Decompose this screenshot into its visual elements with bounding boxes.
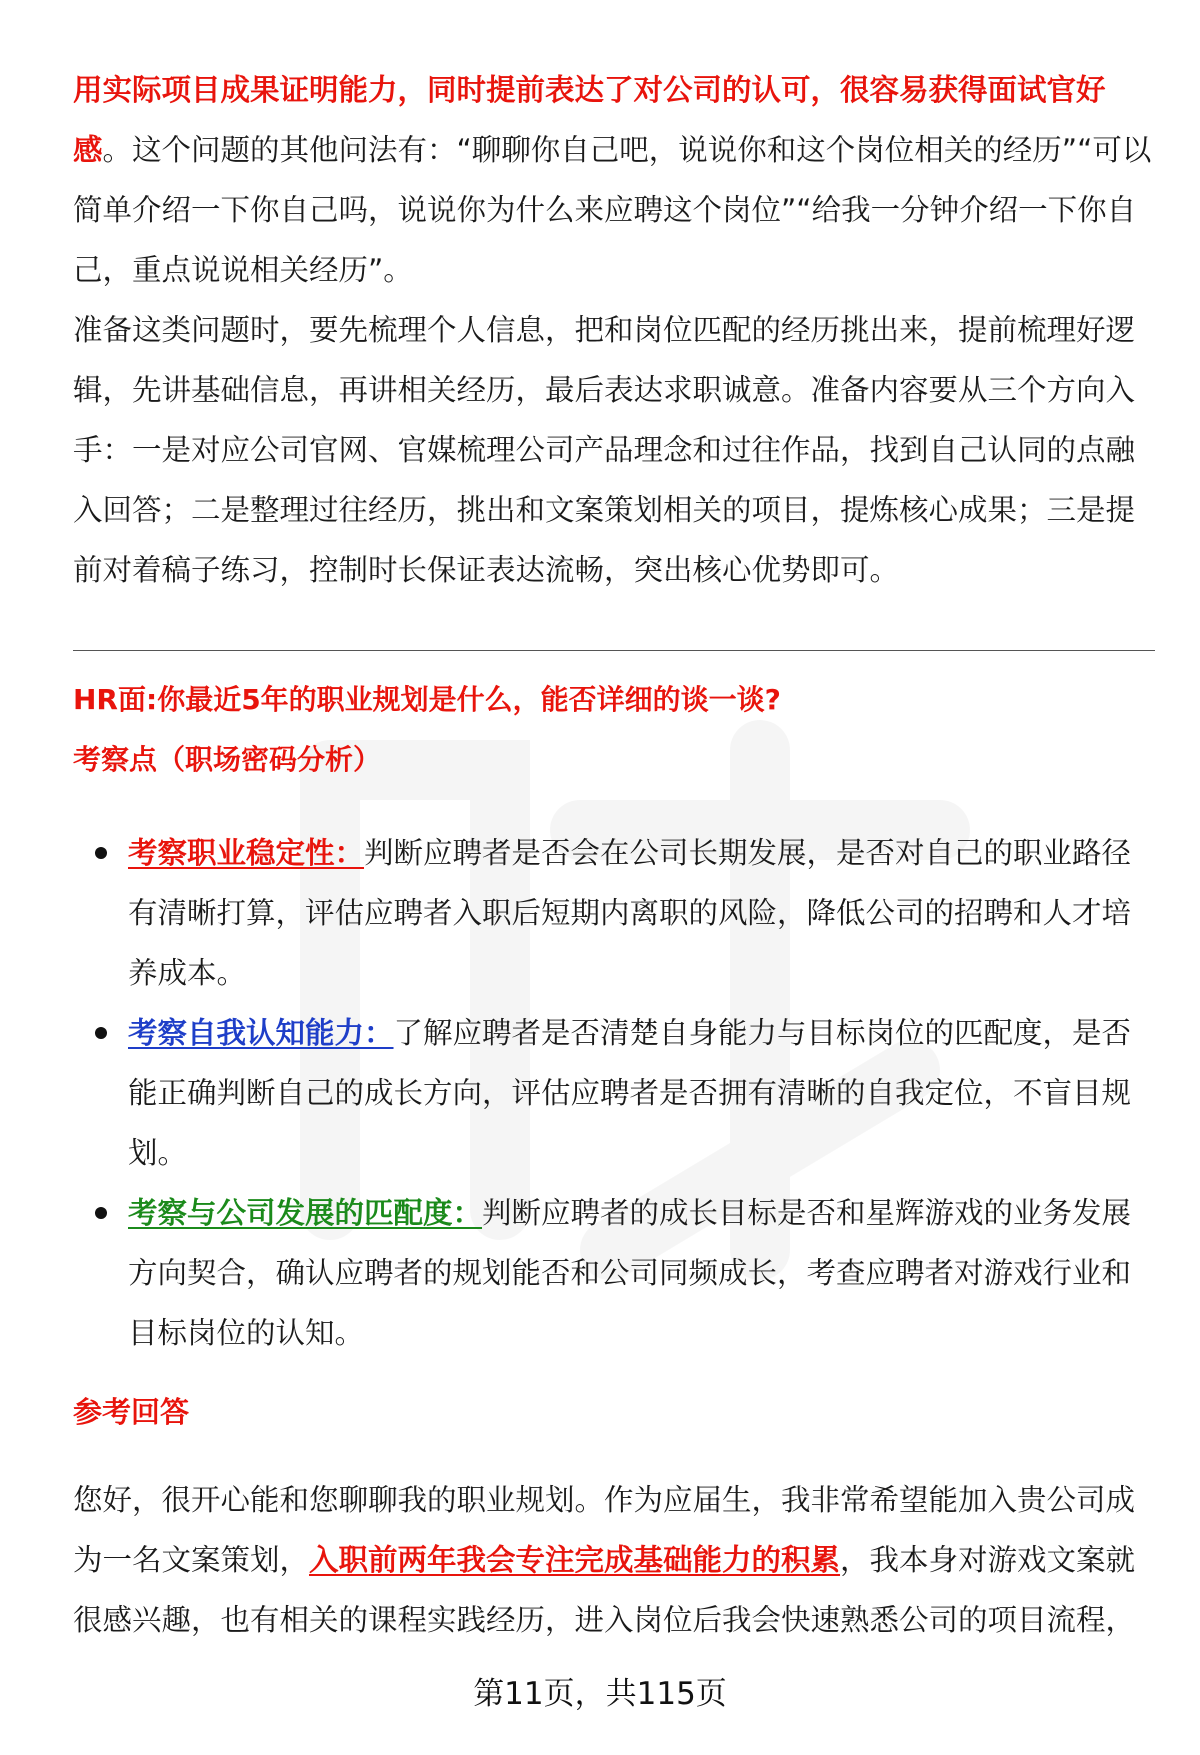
question-title: HR面:你最近5年的职业规划是什么，能否详细的谈一谈? [73, 683, 781, 716]
intro-paragraph [73, 60, 1153, 300]
point-label: 考察职业稳定性： [128, 836, 365, 870]
point-label: 考察自我认知能力： [128, 1016, 394, 1050]
bullet-icon [95, 1207, 107, 1219]
analysis-heading: 考察点（职场密码分析） [73, 743, 382, 776]
bullet-icon [95, 847, 107, 859]
answer-highlight: 入职前两年我会专注完成基础能力的积累 [309, 1543, 841, 1577]
intro-section [73, 60, 1153, 600]
answer-part1: 您好，很开心能和您聊聊我的职业规划。作为应届生，我非常希望能加入贵公司成为一名文案策划， [73, 1483, 1136, 1577]
answer-paragraph [73, 1470, 1153, 1650]
point-text: 判断应聘者的成长目标是否和星辉游戏的业务发展方向契合，确认应聘者的规划能否和公司同频成长，考查应聘者对游戏行业和目标岗位的认知。 [128, 1196, 1132, 1350]
answer-heading: 参考回答 [73, 1395, 190, 1429]
intro-rest: 。这个问题的其他问法有：“聊聊你自己吧，说说你和这个岗位相关的经历”“可以简单介绍一下你自己吗，说说你为什么来应聘这个岗位”“给我一分钟介绍一下你自己，重点说说相关经历”。 [73, 133, 1152, 287]
bullet-icon [95, 1027, 107, 1039]
section-divider [73, 650, 1155, 651]
analysis-points [73, 823, 1153, 1363]
point-text: 了解应聘者是否清楚自身能力与目标岗位的匹配度，是否能正确判断自己的成长方向，评估应聘者是否拥有清晰的自我定位，不盲目规划。 [128, 1016, 1132, 1170]
list-item [73, 1003, 1153, 1183]
prep-paragraph: 准备这类问题时，要先梳理个人信息，把和岗位匹配的经历挑出来，提前梳理好逻辑，先讲基础信息，再讲相关经历，最后表达求职诚意。准备内容要从三个方向入手：一是对应公司官网、官媒梳理公司产品理念和过往作品，找到自己认同的点融入回答；二是整理过往经历，挑出和文案策划相关的项目，提炼核心成果；三是提前对着稿子练习，控制时长保证表达流畅，突出核心优势即可。 [73, 313, 1136, 587]
list-item [73, 823, 1153, 1003]
point-label: 考察与公司发展的匹配度： [128, 1196, 483, 1230]
answer-part2: ，我本身对游戏文案就很感兴趣，也有相关的课程实践经历，进入岗位后我会快速熟悉公司的项目流程， [73, 1543, 1136, 1637]
intro-highlight: 用实际项目成果证明能力，同时提前表达了对公司的认可，很容易获得面试官好感 [73, 73, 1106, 167]
point-text: 判断应聘者是否会在公司长期发展，是否对自己的职业路径有清晰打算，评估应聘者入职后短期内离职的风险，降低公司的招聘和人才培养成本。 [128, 836, 1132, 990]
page-number: 第11页，共115页 [473, 1676, 727, 1712]
list-item [73, 1183, 1153, 1363]
